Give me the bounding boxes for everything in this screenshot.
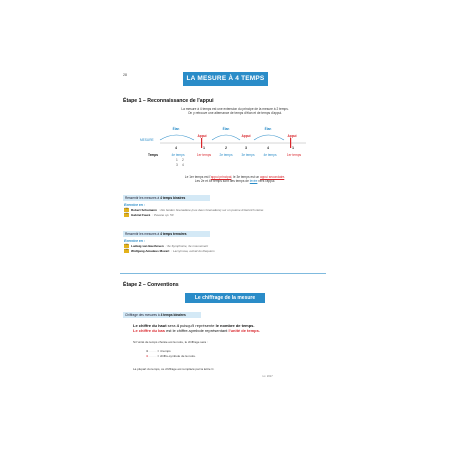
temps-name-2: 1er temps	[196, 153, 212, 157]
page-number: 28	[123, 73, 127, 77]
exercise2-strip	[123, 231, 210, 237]
rule-bottom-number	[133, 328, 333, 333]
count-1: 1	[176, 158, 178, 162]
beat-number-3: 2	[225, 146, 227, 150]
exercise2-strip-bold: 4 temps ternaires	[160, 232, 187, 236]
step1-note	[150, 175, 320, 184]
composer-name: Gabriel Fauré	[131, 213, 151, 217]
step1-note-line2	[150, 179, 320, 183]
rule1-mid: sera	[166, 323, 177, 328]
chiffrage-strip-text: Chiffrage des mesures à	[125, 313, 160, 317]
count-2: 2	[182, 158, 184, 162]
note1-pre: Le 1er temps est l'	[184, 175, 211, 179]
beat-number-5: 4	[267, 146, 269, 150]
note1-appui-secondaire: appui secondaire	[260, 175, 285, 179]
cd-badge: CD1	[124, 244, 129, 247]
cd-badge: CD1	[124, 208, 129, 211]
frac-top-number: 4	[146, 349, 148, 353]
elan-label-1: Élan	[172, 127, 180, 131]
conventions-banner: Le chiffrage de la mesure	[185, 293, 265, 303]
beat-number-2: 1	[203, 146, 205, 150]
appui-label-3: Appui	[287, 134, 297, 138]
beat-diagram	[140, 124, 310, 168]
rule2-subject: Le chiffre du bas	[133, 328, 166, 333]
composer-name: Wolfgang Amadeus Mozart	[131, 249, 170, 253]
appui-label-1: Appui	[197, 134, 207, 138]
appui-marker-2	[290, 138, 291, 148]
rule1-value: 4	[176, 323, 179, 328]
step1-intro-line2: On y retrouve une alternance de temps d'élan et de temps d'appui.	[187, 111, 283, 116]
temps-label: Temps	[148, 153, 159, 157]
cd-badge: CD1	[124, 249, 129, 252]
chiffrage-note: Si l'unité de temps choisie est la noire, le chiffrage sera :	[133, 340, 208, 344]
note1-mid: , le 3e temps est un	[231, 175, 261, 179]
exercise1-subtitle: Exercice en :	[124, 203, 145, 207]
frac-bot-number: 4	[146, 354, 148, 358]
chapter-title-banner: LA MESURE À 4 TEMPS	[183, 72, 268, 86]
chiffrage-rules	[133, 323, 333, 333]
exercise1-row[interactable]	[124, 208, 263, 212]
work-title: : Die beiden Grenadiere (Les deux Grenadiers) sur un poème d'Heinrich Heine	[158, 208, 264, 212]
rule2-mid: est le chiffre-symbole représentant	[165, 328, 229, 333]
exercise2-row[interactable]	[124, 249, 215, 253]
beat-number-4: 3	[245, 146, 247, 150]
elan-arc-2	[212, 135, 240, 140]
step2-heading: Étape 2 – Conventions	[123, 282, 179, 288]
note1-appui-principal: appui principal	[210, 175, 232, 179]
elan-arc-1	[160, 135, 194, 140]
rule1-end: puisqu'il représente	[178, 323, 216, 328]
temps-name-1: 4e temps	[171, 153, 185, 157]
appui-label-2: Appui	[241, 134, 251, 138]
note1-end: .	[284, 175, 286, 179]
exercise2-subtitle: Exercice en :	[124, 239, 145, 243]
rule1-meaning: le nombre de temps.	[215, 323, 255, 328]
fraction-top: 4 ········ = 4 temps	[146, 349, 171, 353]
composer-name: Robert Schumann	[131, 208, 157, 212]
frac-bot-desc: = chiffre-symbole de la noire.	[157, 354, 196, 358]
step1-intro	[150, 107, 320, 116]
temps-name-6: 1er temps	[286, 153, 302, 157]
step1-intro-line1: La mesure à 4 temps est une extension du principe de la mesure à 2 temps.	[181, 107, 289, 111]
section-divider	[120, 273, 326, 274]
exercise2-strip-text: Ressentir les mesures à	[125, 232, 160, 236]
elan-arc-3	[254, 135, 284, 140]
chiffrage-strip	[123, 312, 201, 318]
rule1-subject: Le chiffre du haut	[133, 323, 167, 328]
count-3: 3	[176, 163, 178, 167]
rule2-meaning: l'unité de temps.	[228, 328, 260, 333]
exercise1-row[interactable]	[124, 213, 173, 217]
chiffrage-strip-bold: 4 temps binaires	[160, 313, 186, 317]
exercise2-row[interactable]	[124, 244, 208, 248]
elan-label-3: Élan	[264, 127, 272, 131]
composer-name: Ludwig van Beethoven	[131, 244, 164, 248]
appui-marker-1	[201, 138, 202, 148]
beat-number-6: 1	[292, 146, 294, 150]
work-title: : Pavane op. 50	[152, 213, 174, 217]
beat-number-1: 4	[175, 146, 177, 150]
note2-end: vers l'appui.	[257, 179, 276, 184]
note2-pre: Les 2e et 4e temps sont des temps de	[194, 179, 250, 184]
mesure-label: MESURE	[140, 138, 154, 142]
count-4: 4	[182, 163, 184, 167]
exercise1-strip-bold: 4 temps binaires	[160, 196, 186, 200]
note2-levee: levée	[249, 179, 258, 184]
exercise1-strip	[123, 195, 210, 201]
cd-badge: CD1	[124, 213, 129, 216]
work-title: : 6e Symphonie, 3e mouvement	[165, 244, 209, 248]
frac-top-desc: = 4 temps	[157, 349, 171, 353]
temps-name-3: 2e temps	[219, 153, 233, 157]
elan-label-2: Élan	[222, 127, 230, 131]
fraction-bottom: 4 ········ = chiffre-symbole de la noire.	[146, 354, 196, 358]
work-title: : Lacrymosa, extrait du Requiem	[171, 249, 215, 253]
exercise1-strip-text: Ressentir les mesures à	[125, 196, 160, 200]
temps-name-4: 3e temps	[241, 153, 255, 157]
chiffrage-c-note: La plupart du temps, ce chiffrage est remplacé par la lettre C.	[133, 367, 215, 371]
temps-name-5: 4e temps	[263, 153, 277, 157]
credit: n.c. 2017	[262, 375, 273, 378]
step1-heading: Étape 1 – Reconnaissance de l'appui	[123, 98, 214, 104]
